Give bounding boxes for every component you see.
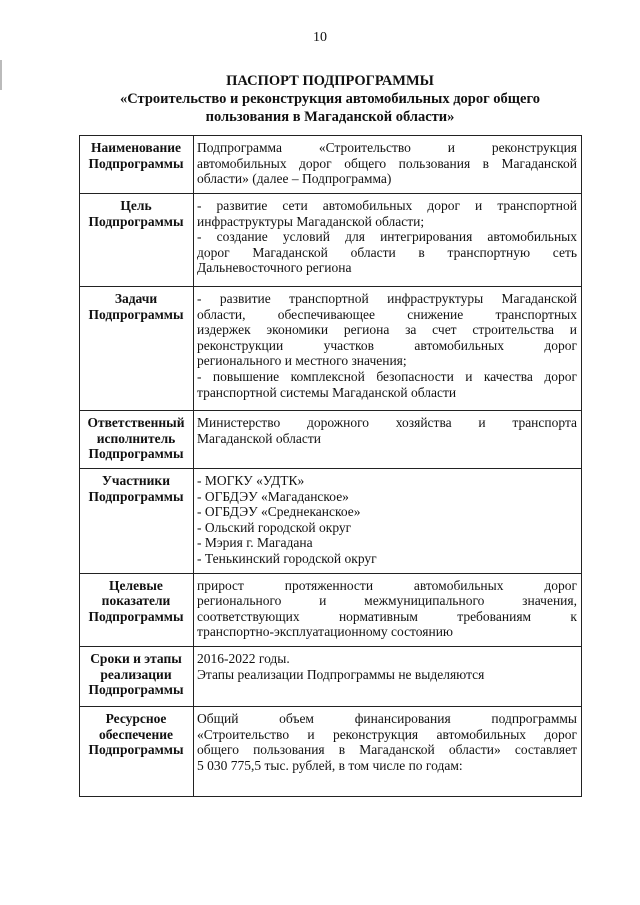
row-value-line: инфраструктуры Магаданской области; <box>197 213 425 229</box>
row-value-line: автомобильных дорог общего пользования в Магаданской <box>197 155 577 171</box>
passport-row-participants <box>80 469 582 574</box>
row-value-line: 2016-2022 годы. <box>197 650 290 666</box>
row-value <box>194 194 582 287</box>
row-label-line: Подпрограммы <box>88 742 184 758</box>
row-label-line: Подпрограммы <box>88 608 184 624</box>
row-label-line: Подпрограммы <box>88 213 184 229</box>
row-label-line: Подпрограммы <box>88 488 184 504</box>
row-value-line: «Строительство и реконструкция автомобильных дорог <box>197 726 577 742</box>
passport-table-body <box>80 136 582 797</box>
row-value-line: области» (далее – Подпрограмма) <box>197 171 392 187</box>
row-value-line: - МОГКУ «УДТК» <box>197 473 305 488</box>
row-value-line: - развитие сети автомобильных дорог и транспортной <box>197 198 577 213</box>
document-title <box>60 72 600 90</box>
row-label-line: Задачи <box>114 291 158 306</box>
row-value-line: транспортно-эксплуатационному состоянию <box>197 624 454 640</box>
row-value-line: Этапы реализации Подпрограммы не выделяются <box>197 666 485 682</box>
row-value-line: - ОГБДЭУ «Магаданское» <box>197 488 349 504</box>
row-value-line: общего пользования в Магаданской области» составляет <box>197 742 577 758</box>
row-value-line: издержек экономики региона за счет строительства и <box>197 322 577 338</box>
passport-row-goal <box>80 194 582 287</box>
row-label <box>80 646 194 706</box>
row-label-line: Наименование <box>91 140 181 155</box>
row-value-line: - создание условий для интегрирования автомобильных <box>197 229 577 245</box>
row-value-line: соответствующих нормативным требованиям к <box>197 608 577 624</box>
row-value-line: - ОГБДЭУ «Среднеканское» <box>197 504 361 520</box>
title-line-1: ПАСПОРТ ПОДПРОГРАММЫ <box>226 73 434 89</box>
row-label-line: Цель <box>120 198 152 213</box>
row-value-line: Министерство дорожного хозяйства и транспорта <box>197 415 577 430</box>
row-value <box>194 287 582 411</box>
row-value-line: реконструкции участков автомобильных дорог <box>197 337 577 353</box>
row-value-line: 5 030 775,5 тыс. рублей, в том числе по годам: <box>197 757 463 773</box>
passport-row-resources <box>80 706 582 796</box>
row-value-line: Магаданской области <box>197 430 321 446</box>
passport-row-terms <box>80 646 582 706</box>
passport-row-indicators <box>80 573 582 646</box>
row-label-line: исполнитель <box>96 430 176 446</box>
row-label-line: Подпрограммы <box>88 682 184 698</box>
row-label-line: Ответственный <box>87 415 185 430</box>
row-label-line: показатели <box>101 593 171 609</box>
passport-row-tasks <box>80 287 582 411</box>
row-value-line: дорог Магаданской области в транспортную сеть <box>197 244 577 260</box>
row-label <box>80 411 194 469</box>
row-label-line: обеспечение <box>98 726 174 742</box>
row-value-line: - Мэрия г. Магадана <box>197 535 313 551</box>
row-value <box>194 573 582 646</box>
row-label-line: Сроки и этапы <box>90 650 182 666</box>
title-line-2: «Строительство и реконструкция автомобильных дорог общего <box>120 91 540 107</box>
row-value-line: транспортной системы Магаданской области <box>197 384 457 400</box>
row-label <box>80 287 194 411</box>
row-label-line: реализации <box>100 666 172 682</box>
scan-edge-mark <box>0 60 2 90</box>
row-value-line: области, обеспечивающее снижение транспортных <box>197 306 577 322</box>
row-label <box>80 194 194 287</box>
row-label <box>80 706 194 796</box>
row-label-line: Участники <box>101 473 170 488</box>
row-value <box>194 136 582 194</box>
passport-row-responsible <box>80 411 582 469</box>
row-value <box>194 706 582 796</box>
row-label <box>80 573 194 646</box>
title-line-3: пользования в Магаданской области» <box>205 109 455 125</box>
row-value-line: - повышение комплексной безопасности и качества дорог <box>197 368 577 384</box>
row-value <box>194 411 582 469</box>
passport-table <box>79 135 582 797</box>
page-number: 10 <box>313 30 327 45</box>
row-value-line: - развитие транспортной инфраструктуры Магаданской <box>197 291 577 306</box>
row-value-line: Дальневосточного региона <box>197 260 352 276</box>
row-label-line: Целевые <box>109 577 163 593</box>
passport-row-name <box>80 136 582 194</box>
row-label-line: Ресурсное <box>105 710 167 726</box>
row-label-line: Подпрограммы <box>88 155 184 171</box>
row-value <box>194 469 582 574</box>
document-subtitle <box>60 90 600 126</box>
row-label-line: Подпрограммы <box>88 306 184 322</box>
row-label <box>80 136 194 194</box>
row-label-line: Подпрограммы <box>88 446 184 462</box>
row-value-line: регионального и местного значения; <box>197 353 407 369</box>
row-value-line: - Ольский городской округ <box>197 519 352 535</box>
row-value-line: прирост протяженности автомобильных дорог <box>197 577 577 593</box>
row-label <box>80 469 194 574</box>
row-value-line: - Тенькинский городской округ <box>197 550 377 566</box>
row-value-line: регионального и межмуниципального значения, <box>197 593 577 609</box>
row-value-line: Общий объем финансирования подпрограммы <box>197 710 577 726</box>
row-value <box>194 646 582 706</box>
row-value-line: Подпрограмма «Строительство и реконструкция <box>197 140 577 155</box>
